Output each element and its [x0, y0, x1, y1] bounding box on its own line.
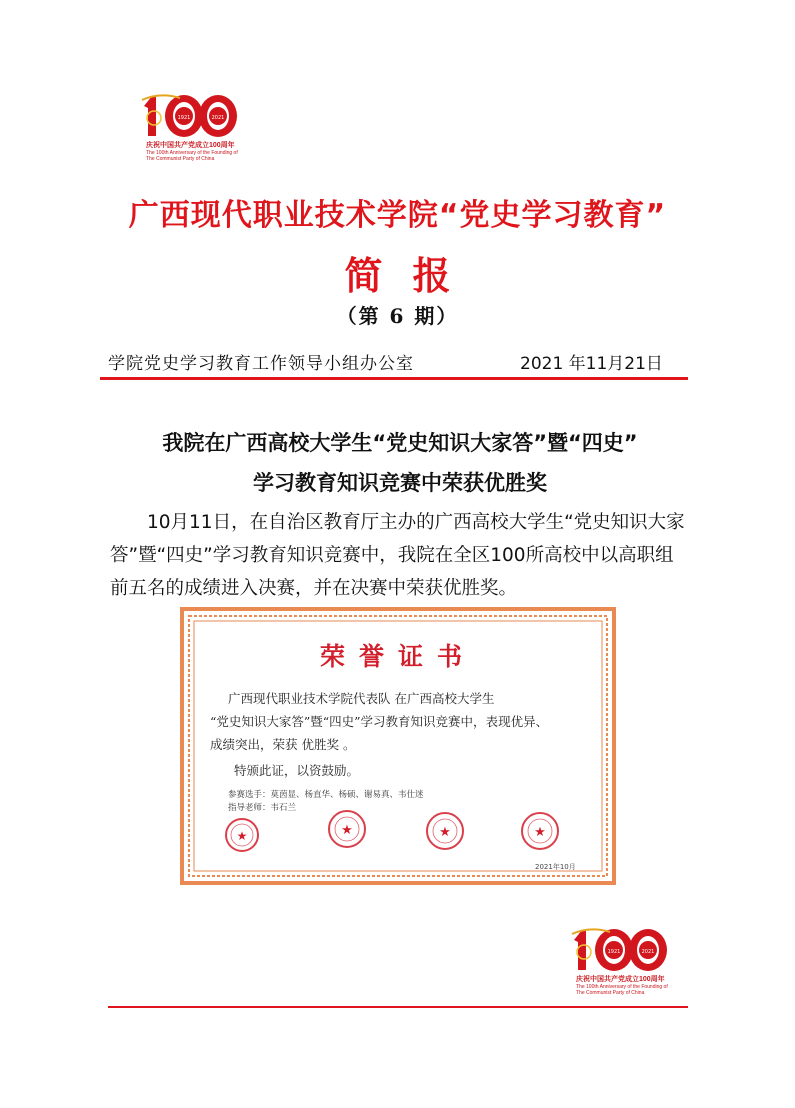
logo-caption-cn: 庆祝中国共产党成立100周年 — [146, 142, 235, 149]
logo-caption-en-2: The Communist Party of China — [146, 156, 215, 162]
year-left: 1921 — [177, 115, 191, 121]
article-headline-line-2: 学习教育知识竞赛中荣获优胜奖 — [253, 471, 547, 495]
certificate-advisor: 指导老师：韦石兰 — [228, 803, 297, 813]
honor-certificate-photo — [180, 607, 616, 885]
certificate-line-1: 广西现代职业技术学院代表队 在广西高校大学生 — [228, 691, 495, 706]
year-right: 2021 — [641, 949, 655, 955]
certificate-line-4: 特颁此证，以资鼓励。 — [234, 763, 360, 778]
svg-text:★: ★ — [341, 823, 353, 838]
svg-text:★: ★ — [439, 825, 451, 840]
footer-divider — [108, 1006, 688, 1008]
logo-caption-en-1: The 100th Anniversary of the Founding of — [146, 150, 238, 156]
header-divider — [100, 377, 688, 380]
red-seal-icon — [327, 809, 367, 849]
year-right: 2021 — [211, 115, 225, 121]
issue-number: （第 6 期） — [336, 304, 459, 328]
certificate-title: 荣誉证书 — [319, 642, 476, 671]
logo-caption-en — [146, 150, 238, 162]
red-seal-icon — [520, 811, 560, 851]
centenary-logo-top — [140, 88, 260, 168]
office-name: 学院党史学习教育工作领导小组办公室 — [108, 354, 414, 374]
year-left: 1921 — [607, 949, 621, 955]
centenary-100-emblem — [140, 88, 260, 143]
bulletin-title: 简报 — [344, 254, 481, 298]
certificate-participants: 参赛选手：莫茵显、杨直华、杨硕、谢易真、韦仕迷 — [228, 790, 424, 800]
svg-text:★: ★ — [534, 825, 546, 840]
logo-caption-en-1: The 100th Anniversary of the Founding of — [576, 984, 668, 990]
issue-date: 2021 年11月21日 — [520, 354, 663, 374]
article-headline-line-1: 我院在广西高校大学生“党史知识大家答”暨“四史” — [162, 431, 638, 455]
logo-caption-en — [576, 984, 668, 996]
certificate-date: 2021年10月 — [535, 863, 576, 871]
svg-text:★: ★ — [236, 829, 248, 843]
certificate-line-3: 成绩突出，荣获 优胜奖 。 — [210, 737, 356, 752]
logo-caption-cn: 庆祝中国共产党成立100周年 — [576, 976, 665, 983]
certificate-line-2: “党史知识大家答”暨“四史”学习教育知识竞赛中，表现优异、 — [210, 714, 549, 729]
org-title: 广西现代职业技术学院“党史学习教育” — [128, 198, 667, 233]
logo-caption-en-2: The Communist Party of China — [576, 990, 645, 996]
red-seal-icon — [224, 817, 260, 853]
article-body: 10月11日，在自治区教育厅主办的广西高校大学生“党史知识大家答”暨“四史”学习教育知识竞赛中，我院在全区100所高校中以高职组前五名的成绩进入决赛，并在决赛中荣获优胜奖。 — [110, 512, 685, 599]
centenary-100-emblem — [570, 922, 690, 977]
centenary-logo-bottom — [570, 922, 690, 1002]
red-seal-icon — [425, 811, 465, 851]
